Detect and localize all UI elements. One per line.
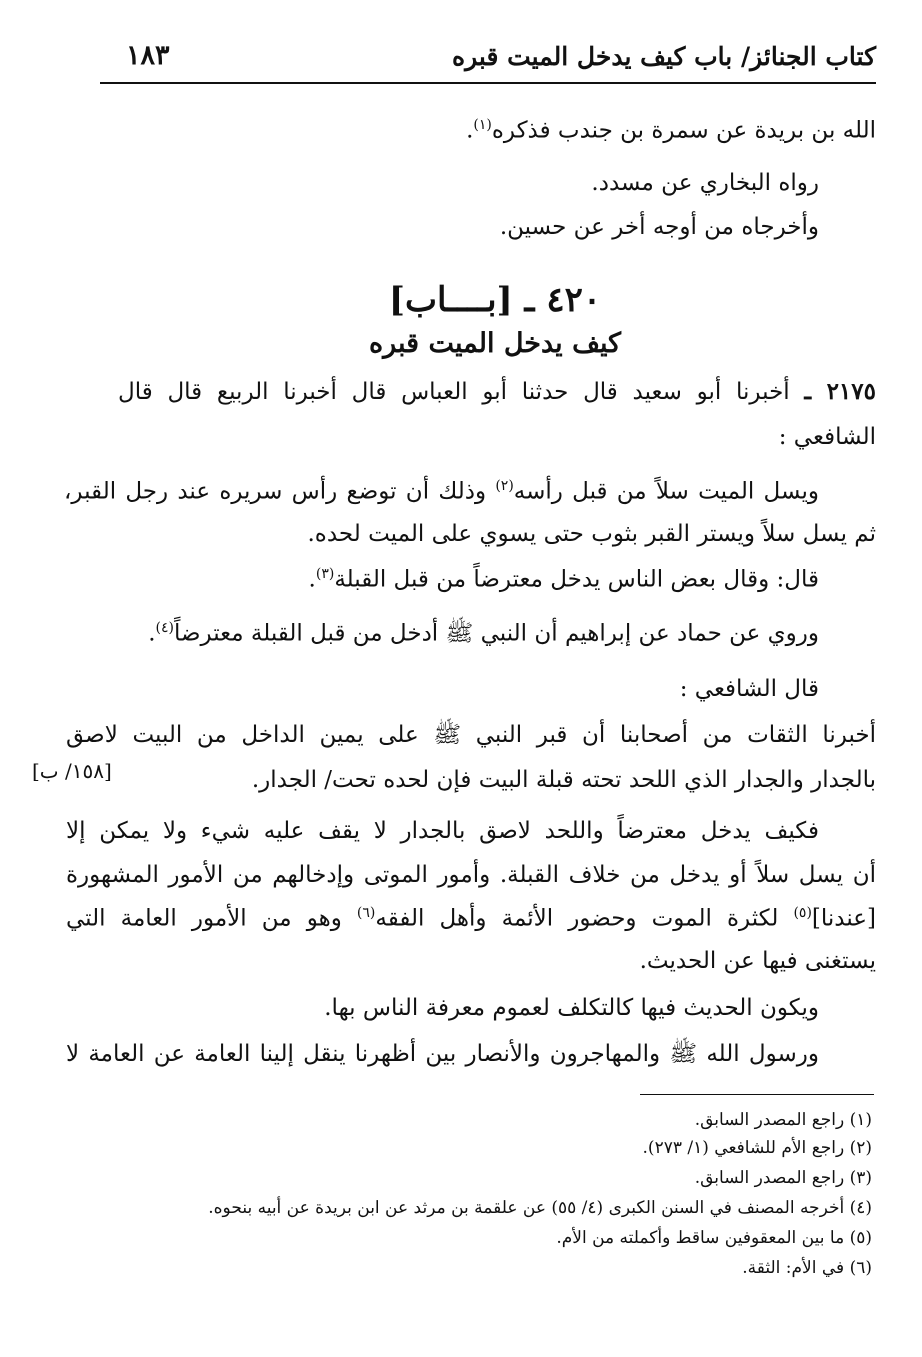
text-line: فكيف يدخل معترضاً واللحد لاصق بالجدار لا يقف عليه شيء ولا يمكن إلا (66, 818, 819, 844)
chapter-heading: ٤٢٠ ـ [بــــاب] (388, 280, 602, 320)
footnote-ref: (٤) (155, 620, 174, 636)
text-line: ثم يسل سلاً ويستر القبر بثوب حتى يسوي على الميت لحده. (307, 521, 876, 547)
text-line: قال الشافعي : (679, 676, 819, 702)
text-line: ويكون الحديث فيها كالتكلف لعموم معرفة الناس بها. (324, 995, 819, 1021)
text-line: الشافعي : (778, 424, 876, 450)
text-line: الله بن بريدة عن سمرة بن جندب فذكره$^{(١)}$. (466, 117, 876, 144)
running-title: كتاب الجنائز/ باب كيف يدخل الميت قبره (452, 42, 876, 71)
text-line: ورسول الله ﷺ والمهاجرون والأنصار بين أظهرنا ينقل إلينا العامة عن العامة لا (66, 1041, 819, 1067)
text-line: ويسل الميت سلاً من قبل رأسه$^{(٢)}$ وذلك أن توضع رأس سريره عند رجل القبر، (64, 478, 819, 505)
text-line: وروي عن حماد عن إبراهيم أن النبي ﷺ أدخل من قبل القبلة معترضاً$^{(٤)}$. (148, 620, 819, 647)
footnote: (٥) ما بين المعقوفين ساقط وأكملته من الأم. (556, 1228, 872, 1248)
page-number: ١٨٣ (126, 40, 170, 71)
page-header (100, 34, 876, 84)
footnote: (٤) أخرجه المصنف في السنن الكبرى (٤/ ٥٥) عن علقمة بن مرثد عن ابن بريدة عن أبيه بنحوه. (208, 1198, 872, 1218)
footnote-ref: (٦) (356, 905, 376, 921)
margin-folio-ref: [١٥٨/ ب] (32, 759, 112, 783)
text-line: وأخرجاه من أوجه أخر عن حسين. (499, 214, 819, 240)
footnote: (١) راجع المصدر السابق. (694, 1110, 872, 1130)
footnote: (٢) راجع الأم للشافعي (١/ ٢٧٣). (642, 1138, 872, 1158)
chapter-subheading: كيف يدخل الميت قبره (368, 328, 622, 359)
text-line: أن يسل سلاً أو يدخل من خلاف القبلة. وأمور الموتى وإدخالهم من الأمور المشهورة (66, 862, 876, 888)
text-line: قال: وقال بعض الناس يدخل معترضاً من قبل القبلة$^{(٣)}$. (308, 566, 819, 593)
hadith-number: ٢١٧٥ ـ (804, 378, 876, 405)
text-line: [عندنا]$^{(٥)}$ لكثرة الموت وحضور الأئمة وأهل الفقه$^{(٦)}$ وهو من الأمور العامة التي (66, 905, 876, 932)
footnote: (٦) في الأم: الثقة. (742, 1258, 872, 1278)
footnote-ref: (٥) (793, 905, 812, 921)
text-line: أخبرنا الثقات من أصحابنا أن قبر النبي ﷺ على يمين الداخل من البيت لاصق (66, 722, 876, 748)
footnote-rule (640, 1094, 874, 1095)
footnote-ref: (٣) (315, 566, 335, 582)
text-line: رواه البخاري عن مسدد. (591, 170, 819, 196)
footnote-ref: (١) (473, 117, 492, 133)
hadith-line: ٢١٧٥ ـ أخبرنا أبو سعيد قال حدثنا أبو العباس قال أخبرنا الربيع قال قال (118, 378, 876, 405)
text-line: بالجدار والجدار الذي اللحد تحته قبلة البيت فإن لحده تحت/ الجدار. (251, 767, 876, 793)
footnote: (٣) راجع المصدر السابق. (694, 1168, 872, 1188)
footnote-ref: (٢) (495, 478, 514, 494)
text-line: يستغنى فيها عن الحديث. (639, 948, 876, 974)
header-rule (100, 82, 876, 84)
